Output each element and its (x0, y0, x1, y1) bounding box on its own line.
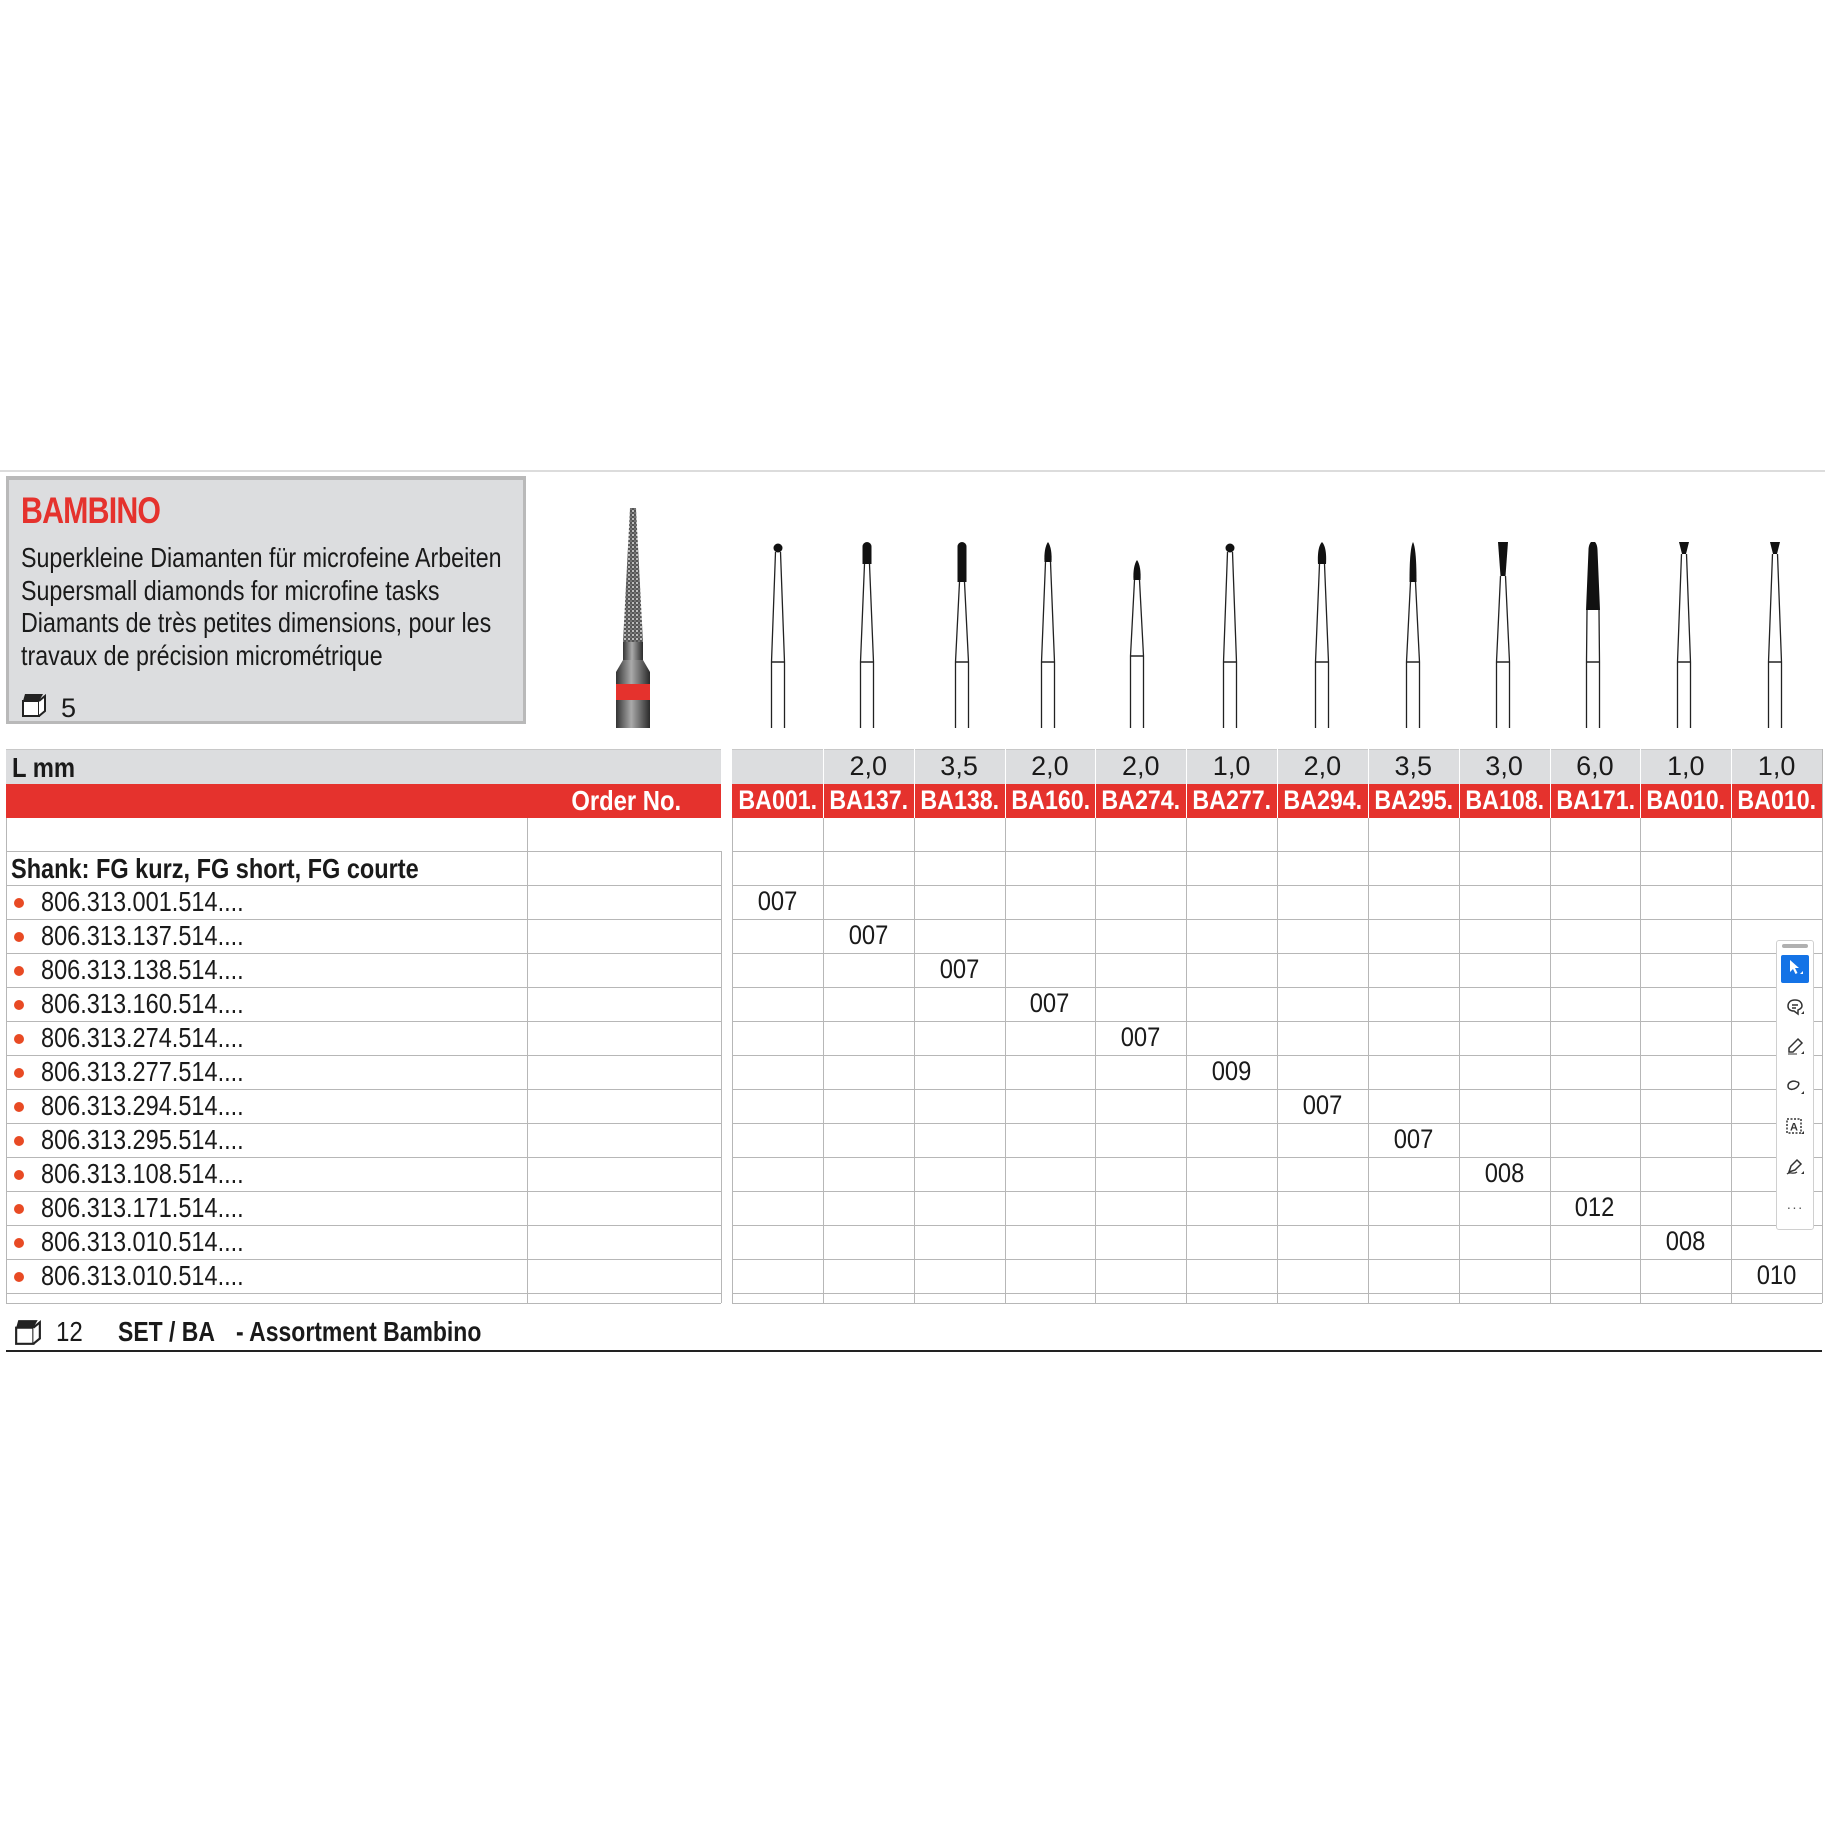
table-column-rule (6, 818, 7, 1303)
size-value[interactable]: 008 (1665, 1226, 1706, 1256)
column-code: BA010. (1646, 785, 1726, 815)
grid-row-rule (732, 1021, 1822, 1022)
freehand-icon (1785, 1077, 1805, 1102)
table-column-rule (527, 818, 528, 1303)
description-fr-1: Diamants de très petites dimensions, pour les (21, 607, 492, 638)
footer-rule (6, 1350, 1822, 1352)
bullet-icon (14, 1136, 24, 1146)
grid-column-rule (1005, 749, 1006, 818)
burr-shape-ba108-icon (1483, 540, 1523, 728)
order-number[interactable]: 806.313.294.514.... (41, 1090, 244, 1121)
column-code: BA295. (1374, 785, 1453, 815)
length-value: 2,0 (1031, 751, 1069, 781)
length-value: 6,0 (1576, 751, 1614, 781)
more-tools-button[interactable]: ··· (1786, 1199, 1804, 1215)
grid-column-rule (1459, 818, 1460, 1303)
grid-column-rule (1186, 749, 1187, 818)
grid-column-rule (1731, 818, 1732, 1303)
burr-shape-ba277-icon (1210, 540, 1250, 728)
pen-sign-icon (1785, 1157, 1805, 1182)
table-rule (6, 851, 721, 852)
highlighter-icon (1785, 1037, 1805, 1062)
size-value[interactable]: 007 (1302, 1090, 1343, 1120)
order-number[interactable]: 806.313.274.514.... (41, 1022, 244, 1053)
grid-row-rule (732, 885, 1822, 886)
order-number[interactable]: 806.313.160.514.... (41, 988, 244, 1019)
grid-row-rule (732, 987, 1822, 988)
pack-count: 5 (61, 693, 77, 723)
order-number[interactable]: 806.313.010.514.... (41, 1226, 244, 1257)
length-value: 1,0 (1666, 751, 1705, 781)
size-value[interactable]: 008 (1484, 1158, 1524, 1188)
burr-shape-ba138-icon (942, 540, 982, 728)
column-code: BA160. (1010, 785, 1090, 815)
page-separator (0, 470, 1825, 472)
burr-shape-ba295-icon (1393, 540, 1433, 728)
table-rule (6, 1293, 721, 1294)
bullet-icon (14, 1170, 24, 1180)
grid-column-rule (1368, 818, 1369, 1303)
grid-column-rule (914, 818, 915, 1303)
size-value[interactable]: 007 (848, 920, 889, 950)
length-value: 3,0 (1485, 751, 1523, 781)
set-name: - Assortment Bambino (236, 1316, 482, 1347)
grid-row-rule (732, 1259, 1822, 1260)
grid-row-rule (732, 1055, 1822, 1056)
grid-column-rule (1277, 749, 1278, 818)
table-rule (6, 1303, 721, 1304)
bullet-icon (14, 932, 24, 942)
burr-shape-ba137-icon (847, 540, 887, 728)
size-value[interactable]: 007 (757, 886, 798, 916)
size-value[interactable]: 007 (1030, 988, 1070, 1018)
description-fr-2: travaux de précision micrométrique (21, 639, 383, 671)
column-code: BA001. (738, 785, 818, 815)
burr-shape-ba010-icon (1755, 540, 1795, 728)
order-number[interactable]: 806.313.001.514.... (41, 886, 244, 917)
bullet-icon (14, 1000, 24, 1010)
grid-edge-rule (1822, 749, 1823, 1303)
column-code: BA274. (1101, 785, 1181, 815)
burr-shape-ba001-icon (758, 540, 798, 728)
product-title: BAMBINO (21, 490, 161, 531)
cursor-icon (1786, 958, 1804, 981)
order-number[interactable]: 806.313.295.514.... (41, 1124, 244, 1155)
size-value[interactable]: 007 (1393, 1124, 1434, 1154)
length-value: 2,0 (1121, 751, 1160, 781)
set-code: SET / BA (118, 1316, 215, 1347)
column-code: BA294. (1283, 785, 1363, 815)
column-code: BA010. (1737, 785, 1817, 815)
pack-quantity (21, 692, 76, 725)
size-value[interactable]: 007 (939, 954, 979, 984)
grid-row-rule (732, 953, 1822, 954)
draw-tool-button[interactable] (1781, 1075, 1809, 1103)
order-header-row (6, 784, 721, 818)
length-value: 2,0 (849, 751, 888, 781)
comment-tool-button[interactable] (1781, 995, 1809, 1023)
column-code: BA137. (829, 785, 908, 815)
burr-shape-ba160-icon (1028, 540, 1068, 728)
order-number[interactable]: 806.313.108.514.... (41, 1158, 244, 1189)
bullet-icon (14, 1102, 24, 1112)
order-number[interactable]: 806.313.010.514.... (41, 1260, 244, 1291)
grid-column-rule (823, 749, 824, 818)
order-number[interactable]: 806.313.137.514.... (41, 920, 244, 951)
comment-icon (1785, 997, 1805, 1022)
bullet-icon (14, 1068, 24, 1078)
product-description (21, 542, 502, 672)
highlight-tool-button[interactable] (1781, 1035, 1809, 1063)
length-value: 2,0 (1303, 751, 1342, 781)
grid-column-rule (823, 818, 824, 1303)
order-number[interactable]: 806.313.171.514.... (41, 1192, 244, 1223)
select-tool-button[interactable] (1781, 955, 1809, 983)
box-icon (14, 1318, 42, 1351)
svg-text:A: A (1790, 1121, 1798, 1133)
bullet-icon (14, 1204, 24, 1214)
bullet-icon (14, 898, 24, 908)
description-en: Supersmall diamonds for microfine tasks (21, 574, 440, 606)
product-info-box (6, 476, 526, 724)
order-number[interactable]: 806.313.138.514.... (41, 954, 244, 985)
burr-shape-ba274-icon (1117, 540, 1157, 728)
grid-row-rule (732, 1303, 1822, 1304)
grid-row-rule (732, 1123, 1822, 1124)
toolbar-drag-handle[interactable] (1782, 944, 1808, 948)
text-tool-button[interactable] (1781, 1115, 1809, 1143)
column-code: BA108. (1465, 785, 1544, 815)
length-value: 3,5 (940, 751, 978, 781)
length-value: 1,0 (1212, 751, 1251, 781)
grid-column-rule (1550, 749, 1551, 818)
length-label: L mm (12, 752, 76, 783)
sign-tool-button[interactable] (1781, 1155, 1809, 1183)
box-icon (21, 692, 47, 725)
grid-row-rule (732, 1157, 1822, 1158)
burr-shape-ba294-icon (1302, 540, 1342, 728)
length-value: 3,5 (1394, 751, 1433, 781)
length-value: 1,0 (1757, 751, 1796, 781)
bullet-icon (14, 966, 24, 976)
burr-shape-ba010-icon (1664, 540, 1704, 728)
grid-column-rule (1640, 749, 1641, 818)
grid-row-rule (732, 1191, 1822, 1192)
size-value[interactable]: 012 (1575, 1192, 1615, 1222)
text-box-icon (1785, 1117, 1805, 1142)
set-pack-count: 12 (56, 1316, 83, 1347)
size-value[interactable]: 007 (1120, 1022, 1161, 1052)
column-code: BA171. (1555, 785, 1635, 815)
size-value[interactable]: 010 (1756, 1260, 1797, 1290)
order-number[interactable]: 806.313.277.514.... (41, 1056, 244, 1087)
grid-column-rule (1095, 818, 1096, 1303)
grid-row-rule (732, 851, 1822, 852)
grid-column-rule (1095, 749, 1096, 818)
size-value[interactable]: 009 (1211, 1056, 1252, 1086)
grid-column-rule (1368, 749, 1369, 818)
grid-column-rule (1550, 818, 1551, 1303)
grid-row-rule (732, 1293, 1822, 1294)
burr-photo-image (612, 506, 654, 728)
length-header-row (6, 749, 721, 784)
bullet-icon (14, 1272, 24, 1282)
grid-column-rule (1731, 749, 1732, 818)
annotation-toolbar (1776, 940, 1814, 1230)
table-column-rule (721, 851, 722, 1303)
grid-column-rule (1459, 749, 1460, 818)
grid-column-rule (1277, 818, 1278, 1303)
bullet-icon (14, 1238, 24, 1248)
grid-column-rule (914, 749, 915, 818)
order-no-label: Order No. (571, 785, 681, 816)
bullet-icon (14, 1034, 24, 1044)
burr-shape-ba171-icon (1573, 540, 1613, 728)
description-de: Superkleine Diamanten für microfeine Arbeiten (21, 542, 502, 573)
column-code: BA277. (1192, 785, 1272, 815)
grid-column-rule (1005, 818, 1006, 1303)
shank-label: Shank: FG kurz, FG short, FG courte (11, 853, 419, 884)
column-code: BA138. (920, 785, 999, 815)
